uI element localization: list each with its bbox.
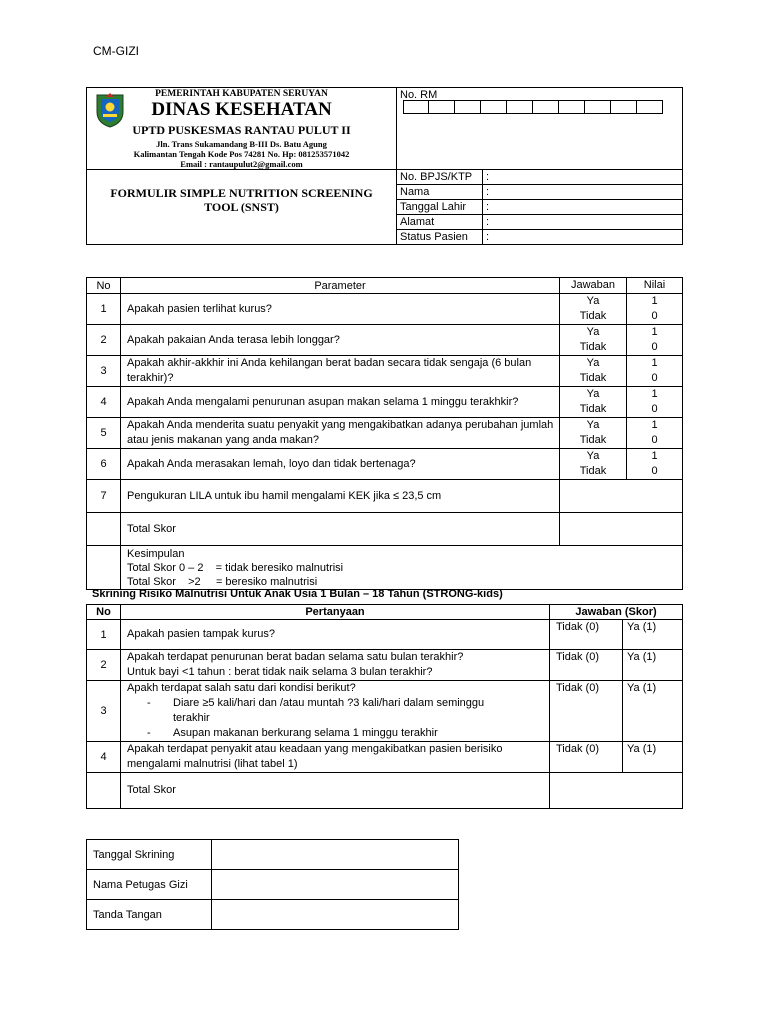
tanggal-label: Tanggal Skrining bbox=[87, 840, 212, 870]
total-value-cell[interactable] bbox=[550, 773, 683, 809]
conclusion-row bbox=[87, 546, 683, 590]
answer-tidak[interactable]: Tidak (0) bbox=[550, 742, 623, 773]
form-title-line-2: TOOL (SNST) bbox=[204, 200, 279, 214]
signature-table bbox=[86, 839, 459, 930]
answer-ya[interactable]: Ya (1) bbox=[623, 742, 683, 773]
score-cell: 1 0 bbox=[627, 449, 683, 480]
field-value-status[interactable]: : bbox=[483, 230, 683, 245]
ttd-field[interactable] bbox=[212, 900, 459, 930]
row-question: Apakah Anda mengalami penurunan asupan makan selama 1 minggu terakhkir? bbox=[121, 387, 560, 418]
table-row bbox=[87, 742, 683, 773]
email-line: Email : rantaupulut2@gmail.com bbox=[180, 159, 303, 169]
row-question: Apakah pasien tampak kurus? bbox=[121, 620, 550, 650]
gov-name: PEMERINTAH KABUPATEN SERUYAN bbox=[155, 89, 328, 99]
lila-answer-cell[interactable] bbox=[560, 480, 683, 513]
table-row bbox=[87, 325, 683, 356]
row-no: 4 bbox=[87, 387, 121, 418]
bullet-item: - Diare ≥5 kali/hari dan /atau muntah ?3 kali/hari dalam seminggu terakhir bbox=[147, 697, 485, 724]
score-cell: 1 0 bbox=[627, 325, 683, 356]
answer-cell[interactable]: Ya Tidak bbox=[560, 449, 627, 480]
rm-digit-boxes[interactable] bbox=[403, 100, 682, 114]
score-cell: 1 0 bbox=[627, 294, 683, 325]
answer-cell[interactable]: Ya Tidak bbox=[560, 418, 627, 449]
field-label: Nama bbox=[397, 185, 483, 200]
ttd-label: Tanda Tangan bbox=[87, 900, 212, 930]
total-row bbox=[87, 513, 683, 546]
total-label: Total Skor bbox=[121, 513, 560, 546]
row-no: 4 bbox=[87, 742, 121, 773]
col-header-answer: Jawaban (Skor) bbox=[550, 605, 683, 620]
row-no: 7 bbox=[87, 480, 121, 513]
form-title-line-1: FORMULIR SIMPLE NUTRITION SCREENING bbox=[110, 186, 373, 200]
header-table bbox=[86, 87, 683, 245]
score-cell: 1 0 bbox=[627, 418, 683, 449]
form-title bbox=[87, 170, 397, 245]
answer-cell[interactable]: Ya Tidak bbox=[560, 325, 627, 356]
field-value-bpjs[interactable]: : bbox=[483, 170, 683, 185]
total-row bbox=[87, 773, 683, 809]
table-row bbox=[87, 449, 683, 480]
field-label: Tanggal Lahir bbox=[397, 200, 483, 215]
rm-label: No. RM bbox=[400, 89, 438, 101]
answer-cell[interactable]: Ya Tidak bbox=[560, 387, 627, 418]
field-value-nama[interactable]: : bbox=[483, 185, 683, 200]
col-header-question: Pertanyaan bbox=[121, 605, 550, 620]
address-line-1: Jln. Trans Sukamandang B-III Ds. Batu Agung bbox=[156, 139, 327, 149]
field-value-tanggal-lahir[interactable]: : bbox=[483, 200, 683, 215]
table-row bbox=[87, 294, 683, 325]
row-question: Apakh terdapat salah satu dari kondisi berikut? - Diare ≥5 kali/hari dan /atau muntah ?3 kali/hari dalam seminggu terakhir - Asupan makanan berkurang selama 1 minggu terakhir bbox=[121, 681, 550, 742]
snst-table bbox=[86, 277, 683, 590]
row-question: Apakah Anda merasakan lemah, loyo dan tidak bertenaga? bbox=[121, 449, 560, 480]
answer-ya[interactable]: Ya (1) bbox=[623, 650, 683, 681]
answer-ya[interactable]: Ya (1) bbox=[623, 620, 683, 650]
table-row bbox=[87, 681, 683, 742]
row-question: Apakah pakaian Anda terasa lebih longgar? bbox=[121, 325, 560, 356]
address-line-2: Kalimantan Tengah Kode Pos 74281 No. Hp: 081253571042 bbox=[133, 149, 350, 159]
col-header-no: No bbox=[87, 278, 121, 294]
answer-ya[interactable]: Ya (1) bbox=[623, 681, 683, 742]
row-no: 2 bbox=[87, 325, 121, 356]
col-header-nilai: Nilai bbox=[627, 278, 683, 294]
table-row bbox=[87, 356, 683, 387]
row-question: Apakah akhir-akkhir ini Anda kehilangan berat badan secara tidak sengaja (6 bulan terakhir)? bbox=[121, 356, 560, 387]
row-no: 1 bbox=[87, 294, 121, 325]
row-question: Apakah pasien terlihat kurus? bbox=[121, 294, 560, 325]
bullet-item: - Asupan makanan berkurang selama 1 minggu terakhir bbox=[147, 727, 438, 739]
conclusion-line-2: Total Skor >2 = beresiko malnutrisi bbox=[127, 576, 318, 588]
petugas-field[interactable] bbox=[212, 870, 459, 900]
row-no: 5 bbox=[87, 418, 121, 449]
answer-tidak[interactable]: Tidak (0) bbox=[550, 650, 623, 681]
conclusion-cell bbox=[121, 546, 683, 590]
score-cell: 1 0 bbox=[627, 387, 683, 418]
conclusion-line-1: Total Skor 0 – 2 = tidak beresiko malnutrisi bbox=[127, 562, 344, 574]
tanggal-field[interactable] bbox=[212, 840, 459, 870]
field-label: No. BPJS/KTP bbox=[397, 170, 483, 185]
row-no: 2 bbox=[87, 650, 121, 681]
field-label: Alamat bbox=[397, 215, 483, 230]
strong-kids-title: Skrining Risiko Malnutrisi Untuk Anak Usia 1 Bulan – 18 Tahun (STRONG-kids) bbox=[92, 588, 503, 600]
answer-tidak[interactable]: Tidak (0) bbox=[550, 681, 623, 742]
row-question: Apakah Anda menderita suatu penyakit yang mengakibatkan adanya perubahan jumlah atau jenis makanan yang anda makan? bbox=[121, 418, 560, 449]
col-header-parameter: Parameter bbox=[121, 278, 560, 294]
row-no: 3 bbox=[87, 356, 121, 387]
row-no: 1 bbox=[87, 620, 121, 650]
table-row bbox=[87, 480, 683, 513]
rm-cell bbox=[397, 88, 683, 170]
table-row bbox=[87, 387, 683, 418]
answer-cell[interactable]: Ya Tidak bbox=[560, 294, 627, 325]
institution-cell bbox=[87, 88, 397, 170]
table-row bbox=[87, 418, 683, 449]
table-row bbox=[87, 650, 683, 681]
unit-name: UPTD PUSKESMAS RANTAU PULUT II bbox=[132, 123, 351, 137]
answer-cell[interactable]: Ya Tidak bbox=[560, 356, 627, 387]
score-cell: 1 0 bbox=[627, 356, 683, 387]
col-header-jawaban: Jawaban bbox=[560, 278, 627, 294]
doc-code: CM-GIZI bbox=[93, 44, 139, 58]
snst-header-row bbox=[87, 278, 683, 294]
total-label: Total Skor bbox=[121, 773, 550, 809]
row-no: 6 bbox=[87, 449, 121, 480]
row-no: 3 bbox=[87, 681, 121, 742]
col-header-no: No bbox=[87, 605, 121, 620]
strong-kids-table bbox=[86, 604, 683, 809]
conclusion-title: Kesimpulan bbox=[127, 548, 185, 560]
answer-tidak[interactable]: Tidak (0) bbox=[550, 620, 623, 650]
field-value-alamat[interactable]: : bbox=[483, 215, 683, 230]
table-row bbox=[87, 620, 683, 650]
total-value-cell[interactable] bbox=[560, 513, 683, 546]
row-question: Pengukuran LILA untuk ibu hamil mengalami KEK jika ≤ 23,5 cm bbox=[121, 480, 560, 513]
dept-name: DINAS KESEHATAN bbox=[151, 99, 332, 120]
sk-header-row bbox=[87, 605, 683, 620]
row-question: Apakah terdapat penyakit atau keadaan yang mengakibatkan pasien berisiko mengalami malnutrisi (lihat tabel 1) bbox=[121, 742, 550, 773]
field-label: Status Pasien bbox=[397, 230, 483, 245]
petugas-label: Nama Petugas Gizi bbox=[87, 870, 212, 900]
row-question: Apakah terdapat penurunan berat badan selama satu bulan terakhir? Untuk bayi <1 tahun : berat tidak naik selama 3 bulan terakhir? bbox=[121, 650, 550, 681]
